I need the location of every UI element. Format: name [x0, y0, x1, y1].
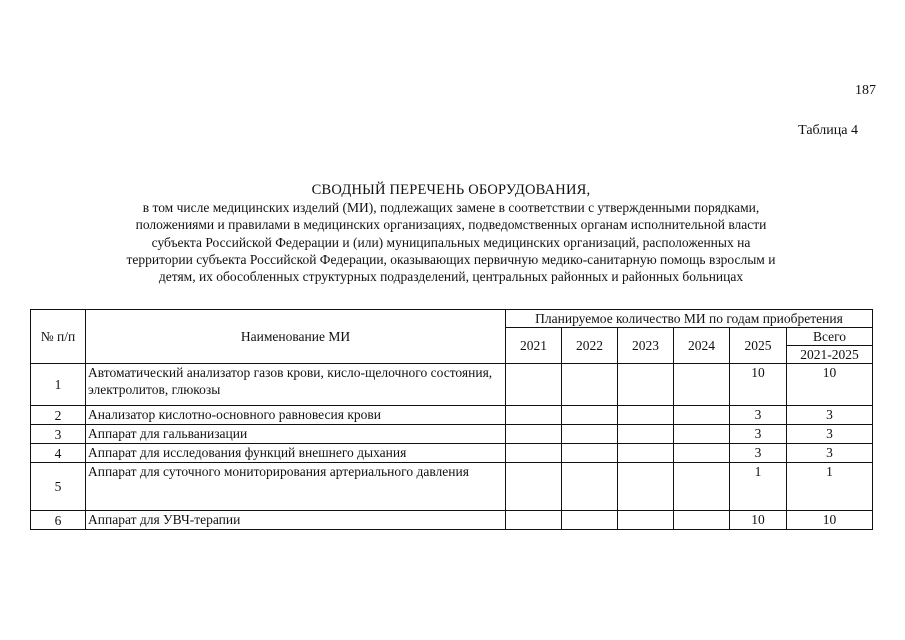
row-name: Автоматический анализатор газов крови, кисло-щелочного состояния, электролитов, глюкозы [86, 364, 506, 406]
table-row [31, 364, 873, 406]
row-2022 [562, 425, 618, 444]
row-2022 [562, 463, 618, 511]
title-line: субъекта Российской Федерации и (или) муниципальных медицинских организаций, расположенных на [151, 234, 751, 250]
row-2023 [618, 511, 674, 530]
row-2022 [562, 511, 618, 530]
table-reference: Таблица 4 [798, 123, 858, 138]
row-2025: 3 [730, 444, 787, 463]
row-2025: 3 [730, 425, 787, 444]
row-total: 3 [787, 406, 873, 425]
row-2024 [674, 425, 730, 444]
row-num: 4 [31, 444, 86, 463]
row-2021 [506, 463, 562, 511]
row-2022 [562, 364, 618, 406]
table-row [31, 444, 873, 463]
row-2021 [506, 406, 562, 425]
row-2023 [618, 425, 674, 444]
table-row [31, 511, 873, 530]
row-2024 [674, 364, 730, 406]
table-row [31, 406, 873, 425]
row-name: Аппарат для УВЧ-терапии [86, 511, 506, 530]
row-2024 [674, 406, 730, 425]
row-2021 [506, 511, 562, 530]
row-2025: 10 [730, 364, 787, 406]
row-2021 [506, 444, 562, 463]
equipment-table [30, 309, 873, 530]
row-name: Аппарат для суточного мониторирования артериального давления [86, 463, 506, 511]
header-name: Наименование МИ [86, 310, 506, 364]
row-total: 1 [787, 463, 873, 511]
row-2025: 10 [730, 511, 787, 530]
header-year-2022: 2022 [562, 328, 618, 364]
table-row [31, 425, 873, 444]
row-2023 [618, 406, 674, 425]
row-name: Аппарат для гальванизации [86, 425, 506, 444]
row-2022 [562, 406, 618, 425]
header-year-2021: 2021 [506, 328, 562, 364]
row-num: 6 [31, 511, 86, 530]
row-2024 [674, 444, 730, 463]
row-2023 [618, 444, 674, 463]
header-num: № п/п [31, 310, 86, 364]
row-num: 1 [31, 364, 86, 406]
row-name: Аппарат для исследования функций внешнего дыхания [86, 444, 506, 463]
row-num: 2 [31, 406, 86, 425]
row-total: 10 [787, 511, 873, 530]
row-2025: 3 [730, 406, 787, 425]
title-line: в том числе медицинских изделий (МИ), подлежащих замене в соответствии с утвержденными порядками, [142, 200, 760, 216]
row-2021 [506, 364, 562, 406]
document-title [30, 182, 872, 285]
row-2021 [506, 425, 562, 444]
row-name: Анализатор кислотно-основного равновесия крови [86, 406, 506, 425]
row-total: 10 [787, 364, 873, 406]
title-line: детям, их обособленных структурных подразделений, центральных районных и районных больницах [158, 269, 744, 285]
page-number: 187 [855, 83, 876, 98]
row-num: 3 [31, 425, 86, 444]
row-total: 3 [787, 425, 873, 444]
title-line: положениями и правилами в медицинских организациях, подведомственных органам исполнительной власти [135, 217, 767, 233]
row-num: 5 [31, 463, 86, 511]
header-year-2025: 2025 [730, 328, 787, 364]
row-2024 [674, 463, 730, 511]
title-line: территории субъекта Российской Федерации, оказывающих первичную медико-санитарную помощь взрослым и [126, 251, 776, 267]
equipment-table-wrapper [30, 309, 873, 530]
row-2024 [674, 511, 730, 530]
header-planned: Планируемое количество МИ по годам приобретения [506, 310, 873, 328]
main-title: СВОДНЫЙ ПЕРЕЧЕНЬ ОБОРУДОВАНИЯ, [311, 182, 591, 198]
row-2022 [562, 444, 618, 463]
header-year-2024: 2024 [674, 328, 730, 364]
row-2025: 1 [730, 463, 787, 511]
header-total-range: 2021-2025 [787, 346, 873, 364]
table-row [31, 463, 873, 511]
header-year-2023: 2023 [618, 328, 674, 364]
row-2023 [618, 463, 674, 511]
header-total: Всего [787, 328, 873, 346]
row-2023 [618, 364, 674, 406]
row-total: 3 [787, 444, 873, 463]
